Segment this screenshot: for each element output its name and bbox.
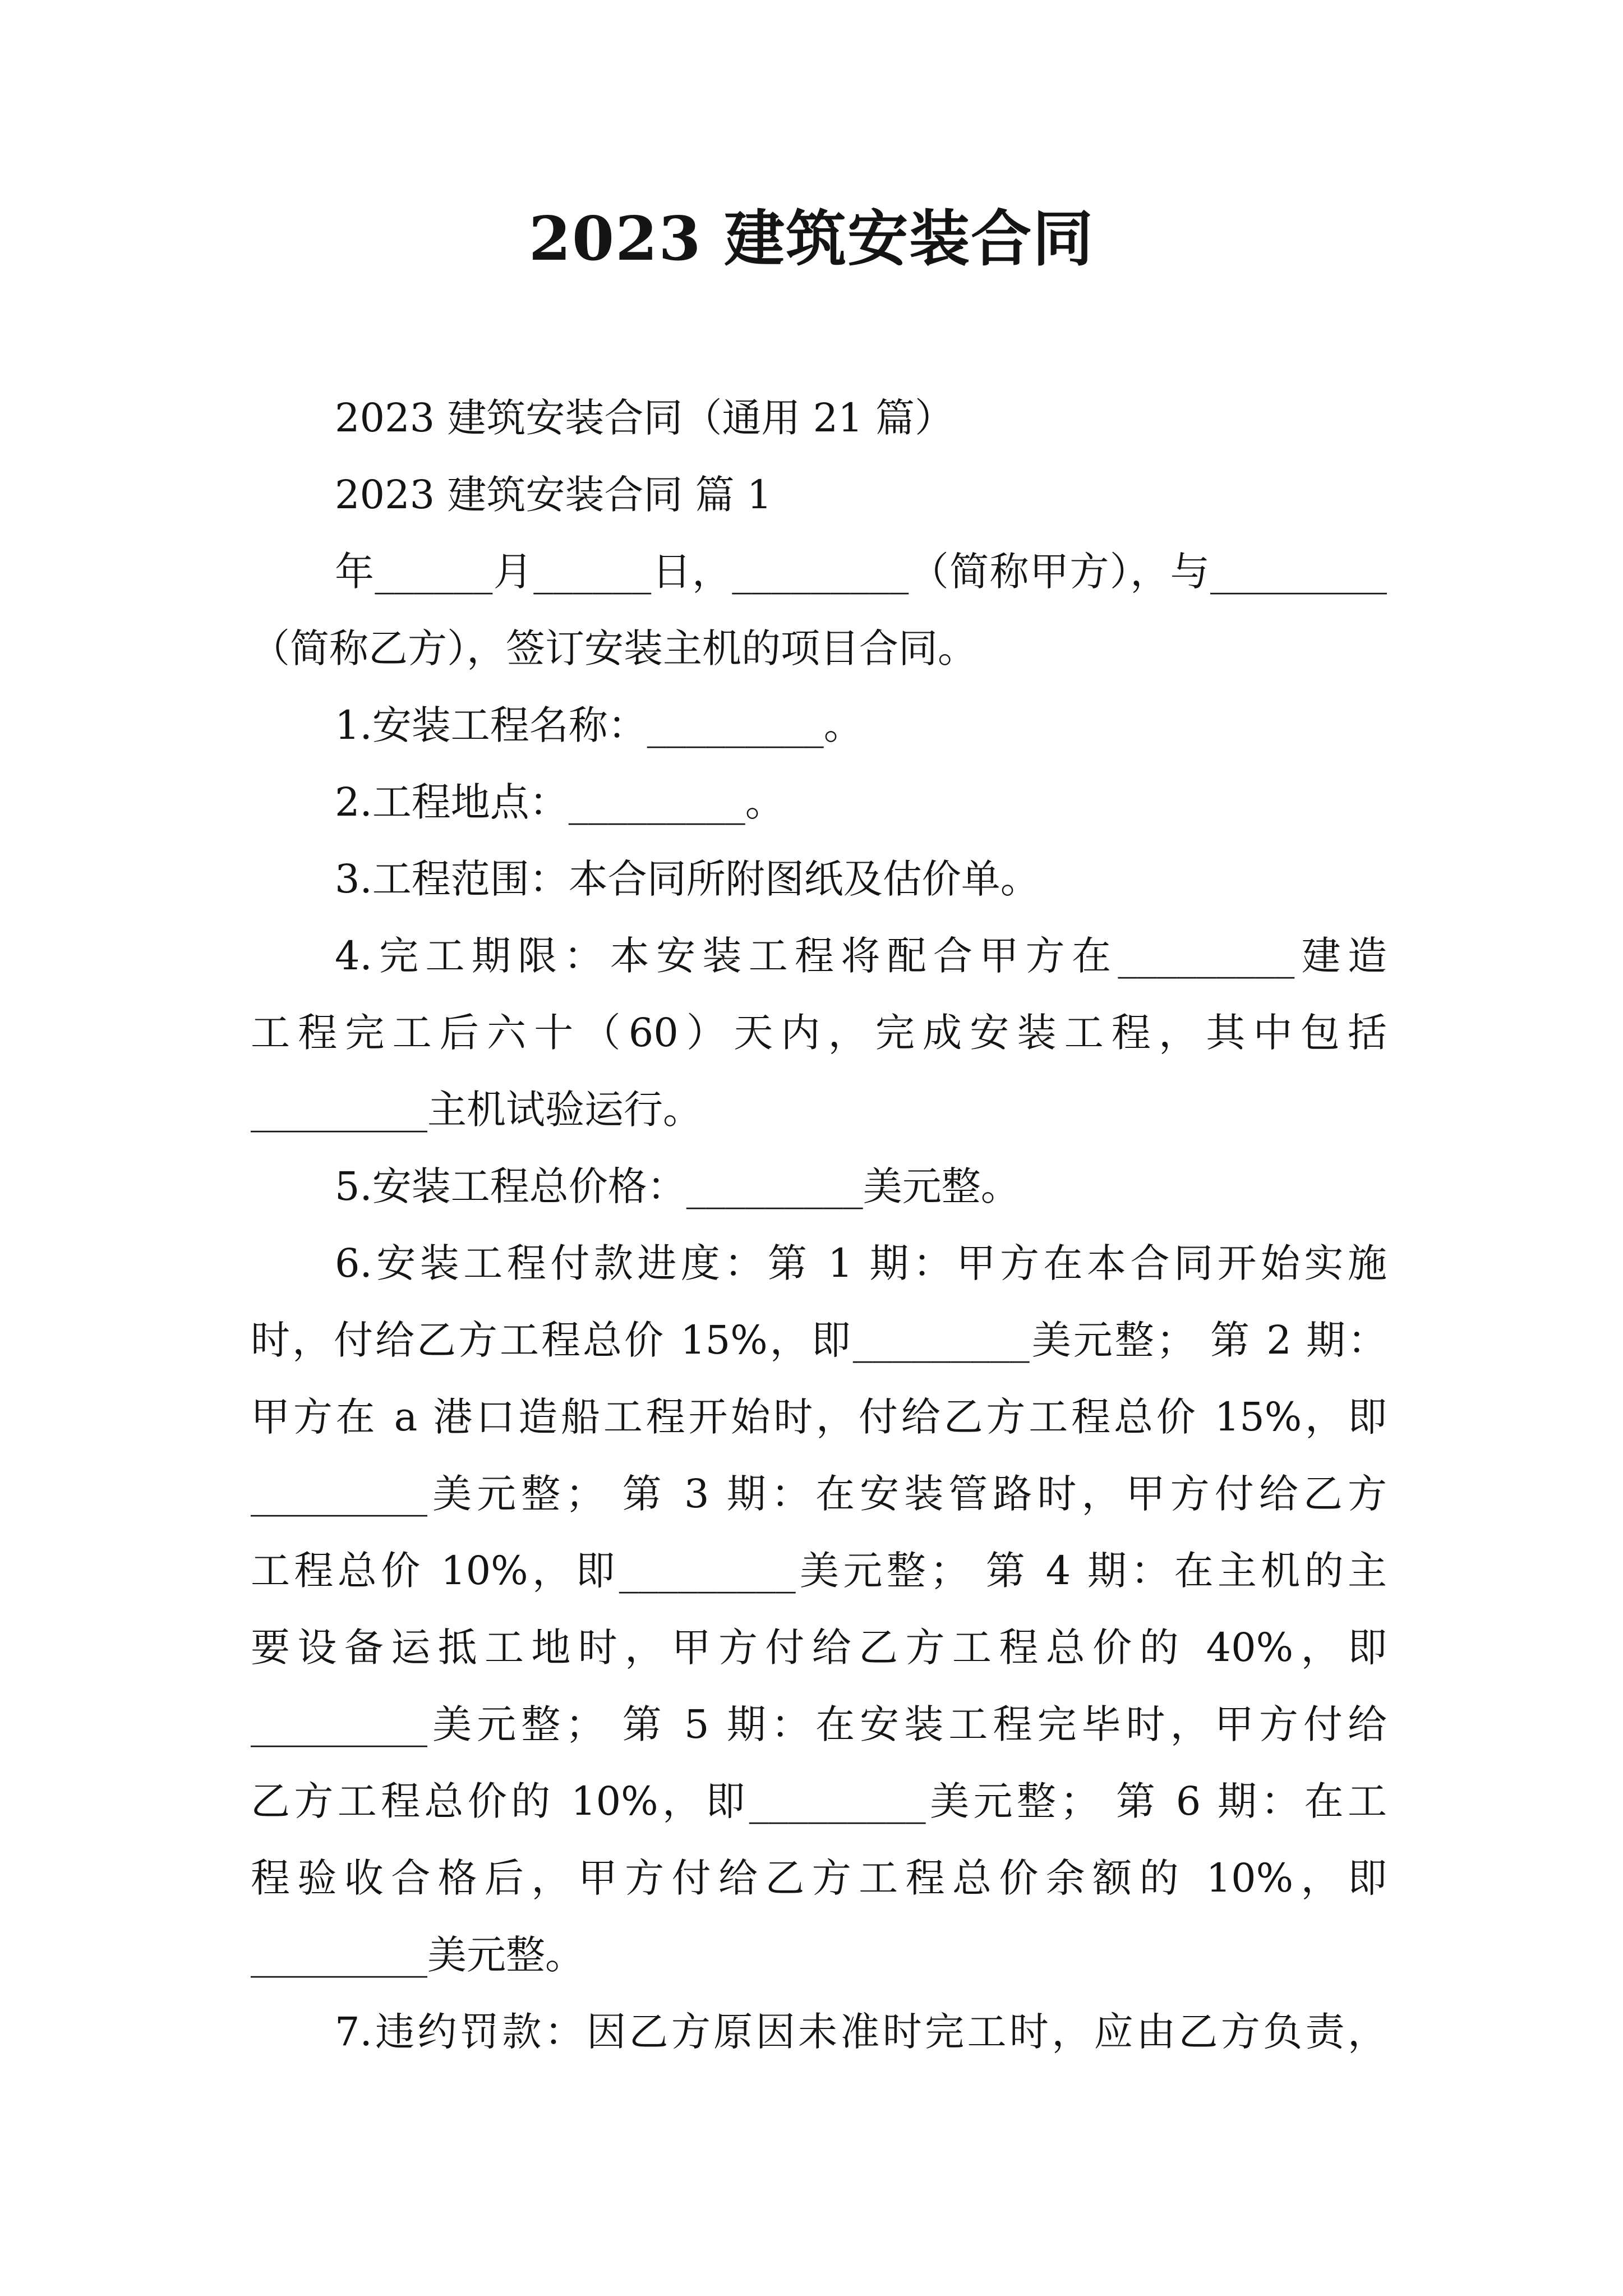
text-line: 3.工程范围：本合同所附图纸及估价单。 (335, 856, 1040, 902)
document-body (251, 380, 1387, 2070)
text-line: _________美元整； 第 5 期：在安装工程完毕时，甲方付给 (251, 1701, 1387, 1747)
text-line: 要设备运抵工地时，甲方付给乙方工程总价的 40%，即 (251, 1625, 1387, 1671)
text-line: _________美元整。 (251, 1932, 584, 1978)
clause-4 (251, 918, 1387, 1148)
text-line: 5.安装工程总价格：_________美元整。 (335, 1163, 1020, 1209)
text-line: 2023 建筑安装合同 篇 1 (335, 472, 772, 518)
clause-2 (251, 764, 1387, 841)
paragraph-preamble (251, 533, 1387, 687)
clause-7 (251, 1994, 1387, 2070)
paragraph-article-heading (251, 457, 1387, 533)
text-line: _________美元整； 第 3 期：在安装管路时，甲方付给乙方 (251, 1471, 1387, 1517)
text-line: 7.违约罚款：因乙方原因未准时完工时，应由乙方负责， (335, 2009, 1387, 2055)
document-title: 2023 建筑安装合同 (528, 204, 1095, 274)
text-line: 甲方在 a 港口造船工程开始时，付给乙方工程总价 15%，即 (251, 1394, 1387, 1440)
paragraph-collection-heading (251, 380, 1387, 457)
text-line: 程验收合格后，甲方付给乙方工程总价余额的 10%，即 (251, 1855, 1387, 1901)
text-line: 工程完工后六十（60）天内，完成安装工程，其中包括 (251, 1010, 1387, 1056)
text-line: 年______月______日，_________（简称甲方），与_________ (335, 549, 1387, 595)
text-line: 乙方工程总价的 10%，即_________美元整； 第 6 期：在工 (251, 1778, 1387, 1824)
text-line: 时，付给乙方工程总价 15%，即_________美元整； 第 2 期： (251, 1317, 1387, 1363)
text-line: 4.完工期限：本安装工程将配合甲方在_________建造 (335, 933, 1387, 979)
text-line: 工程总价 10%，即_________美元整； 第 4 期：在主机的主 (251, 1548, 1387, 1594)
clause-6 (251, 1225, 1387, 1994)
text-line: （简称乙方），签订安装主机的项目合同。 (251, 625, 977, 671)
clause-1 (251, 687, 1387, 764)
clause-5 (251, 1148, 1387, 1225)
text-line: 6.安装工程付款进度：第 1 期：甲方在本合同开始实施 (335, 1240, 1387, 1286)
text-line: 1.安装工程名称：_________。 (335, 702, 863, 748)
clause-3 (251, 841, 1387, 918)
text-line: 2023 建筑安装合同（通用 21 篇） (335, 395, 954, 441)
text-line: _________主机试验运行。 (251, 1087, 702, 1133)
text-line: 2.工程地点：_________。 (335, 779, 785, 825)
